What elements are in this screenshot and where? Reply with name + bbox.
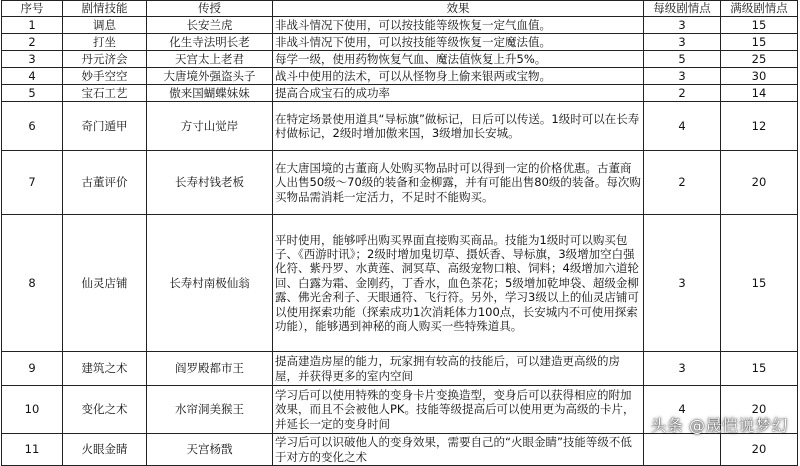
row-skill: 丹元济会 bbox=[63, 51, 147, 68]
header-teacher: 传授 bbox=[147, 1, 273, 17]
row-points-per-level: 2 bbox=[644, 151, 721, 215]
row-index: 2 bbox=[2, 34, 63, 51]
row-skill: 变化之术 bbox=[63, 386, 147, 434]
row-teacher: 长寿村钱老板 bbox=[147, 151, 273, 215]
row-effect: 非战斗情况下使用，可以按技能等级恢复一定气血值。 bbox=[273, 17, 644, 34]
row-skill: 奇门遁甲 bbox=[63, 102, 147, 151]
row-points-max: 30 bbox=[721, 68, 798, 85]
row-teacher: 天宫太上老君 bbox=[147, 51, 273, 68]
row-effect: 提高合成宝石的成功率 bbox=[273, 85, 644, 102]
header-skill: 剧情技能 bbox=[63, 1, 147, 17]
row-index: 5 bbox=[2, 85, 63, 102]
header-row bbox=[2, 1, 798, 17]
row-points-per-level: 3 bbox=[644, 352, 721, 386]
row-effect: 非战斗情况下使用，可以按技能等级恢复一定魔法值。 bbox=[273, 34, 644, 51]
header-effect: 效果 bbox=[273, 1, 644, 17]
row-skill: 火眼金睛 bbox=[63, 434, 147, 466]
header-points-max: 满级剧情点 bbox=[721, 1, 798, 17]
row-effect: 学习后可以使用特殊的变身卡片变换造型，变身后可以获得相应的附加效果，而且不会被他人PK。技能等级提高后可以使用更为高级的卡片，并延长一定的变身时间 bbox=[273, 386, 644, 434]
row-effect: 学习后可以识破他人的变身效果，需要自己的“火眼金睛”技能等级不低于对方的变化之术 bbox=[273, 434, 644, 466]
watermark: 头条 @晟恺说梦幻 bbox=[650, 416, 788, 435]
table-row bbox=[2, 352, 798, 386]
row-teacher: 长安兰虎 bbox=[147, 17, 273, 34]
row-skill: 仙灵店铺 bbox=[63, 215, 147, 352]
table-row bbox=[2, 85, 798, 102]
table-row bbox=[2, 151, 798, 215]
row-points-per-level: 3 bbox=[644, 68, 721, 85]
skills-table bbox=[1, 0, 798, 466]
row-skill: 古董评价 bbox=[63, 151, 147, 215]
row-teacher: 水帘洞美猴王 bbox=[147, 386, 273, 434]
row-skill: 打坐 bbox=[63, 34, 147, 51]
row-teacher: 天宫杨戬 bbox=[147, 434, 273, 466]
row-index: 7 bbox=[2, 151, 63, 215]
table-row bbox=[2, 68, 798, 85]
row-points-per-level: 4 bbox=[644, 102, 721, 151]
row-teacher: 大唐境外强盗头子 bbox=[147, 68, 273, 85]
row-effect: 提高建造房屋的能力，玩家拥有较高的技能后，可以建造更高级的房屋，并获得更多的室内空间 bbox=[273, 352, 644, 386]
row-teacher: 阎罗殿都市王 bbox=[147, 352, 273, 386]
row-index: 11 bbox=[2, 434, 63, 466]
row-points-per-level: 4 bbox=[644, 386, 721, 434]
row-points-max: 12 bbox=[721, 102, 798, 151]
row-points-max: 15 bbox=[721, 352, 798, 386]
row-index: 10 bbox=[2, 386, 63, 434]
row-teacher: 方寸山觉岸 bbox=[147, 102, 273, 151]
row-points-per-level: 3 bbox=[644, 34, 721, 51]
row-points-max: 20 bbox=[721, 434, 798, 466]
header-points-per-level: 每级剧情点 bbox=[644, 1, 721, 17]
row-points-max: 15 bbox=[721, 17, 798, 34]
row-index: 3 bbox=[2, 51, 63, 68]
row-skill: 妙手空空 bbox=[63, 68, 147, 85]
row-points-per-level: 3 bbox=[644, 215, 721, 352]
row-points-per-level: 2 bbox=[644, 85, 721, 102]
row-index: 6 bbox=[2, 102, 63, 151]
row-index: 1 bbox=[2, 17, 63, 34]
row-effect: 在特定场景使用道具“导标旗”做标记，日后可以传送。1级时可以在长寿村做标记，2级时增加傲来国，3级增加长安城。 bbox=[273, 102, 644, 151]
row-index: 8 bbox=[2, 215, 63, 352]
row-effect: 战斗中使用的法术，可以从怪物身上偷来银两或宝物。 bbox=[273, 68, 644, 85]
table-row bbox=[2, 51, 798, 68]
row-teacher: 长寿村南极仙翁 bbox=[147, 215, 273, 352]
row-points-max: 20 bbox=[721, 386, 798, 434]
table-row bbox=[2, 17, 798, 34]
row-points-max: 20 bbox=[721, 151, 798, 215]
row-effect: 在大唐国境的古董商人处购买物品时可以得到一定的价格优惠。古董商人出售50级～70级的装备和金柳露，并有可能出售80级的装备。每次购买物品需消耗一定活力，不足时不能购买。 bbox=[273, 151, 644, 215]
row-points-max: 25 bbox=[721, 51, 798, 68]
row-skill: 宝石工艺 bbox=[63, 85, 147, 102]
row-points-per-level: 5 bbox=[644, 51, 721, 68]
row-teacher: 傲来国蝴蝶妹妹 bbox=[147, 85, 273, 102]
table-row bbox=[2, 34, 798, 51]
row-effect: 平时使用，能够呼出购买界面直接购买商品。技能为1级时可以购买包子、《西游时讯》；2级时增加鬼切草、摄妖香、导标旗，3级增加空白强化符、紫丹罗、水黄莲、洞冥草、高级宠物口粮、饲料；4级增加六道轮回、白露为霜、金刚药，丁香水，血色茶花；5级增加乾坤袋、超级金柳露、佛光舍利子、天眼通符、飞行符。另外，学习3级以上的仙灵店铺可以使用探索功能（探索成功1次消耗体力100点，长安城内不可使用探索功能），能够遇到神秘的商人购买一些特殊道具。 bbox=[273, 215, 644, 352]
row-teacher: 化生寺法明长老 bbox=[147, 34, 273, 51]
row-points-max: 15 bbox=[721, 34, 798, 51]
row-index: 9 bbox=[2, 352, 63, 386]
row-points-max: 14 bbox=[721, 85, 798, 102]
table-row bbox=[2, 102, 798, 151]
header-index: 序号 bbox=[2, 1, 63, 17]
row-points-per-level: 3 bbox=[644, 17, 721, 34]
row-skill: 调息 bbox=[63, 17, 147, 34]
row-effect: 每学一级，使用药物恢复气血、魔法值恢复上升5%。 bbox=[273, 51, 644, 68]
row-skill: 建筑之术 bbox=[63, 352, 147, 386]
row-points-max: 15 bbox=[721, 215, 798, 352]
table-row bbox=[2, 215, 798, 352]
row-index: 4 bbox=[2, 68, 63, 85]
